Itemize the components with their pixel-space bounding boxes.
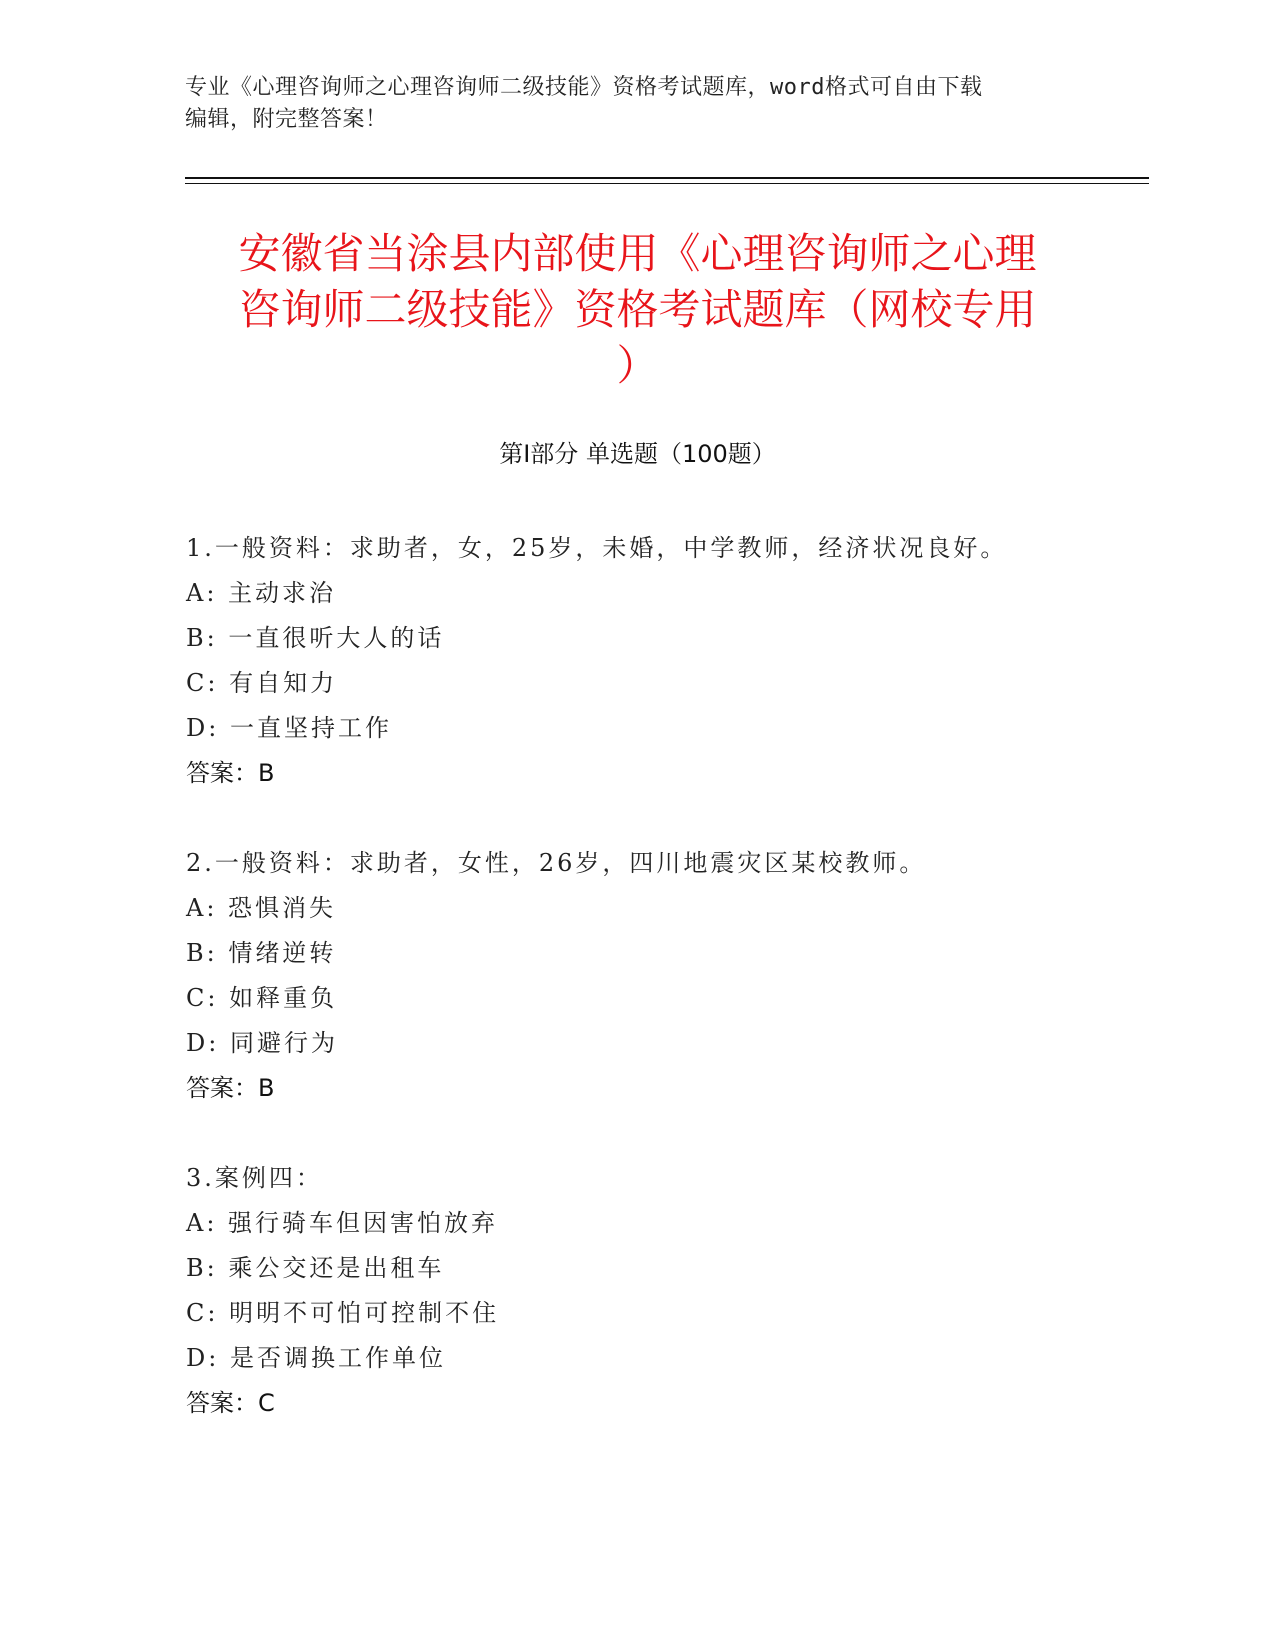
option-a: A: 恐惧消失 xyxy=(186,894,337,922)
question-stem: 3.案例四： xyxy=(186,1164,323,1192)
document-title-line-2: 咨询师二级技能》资格考试题库（网校专用 xyxy=(238,285,1037,334)
option-b: B: 一直很听大人的话 xyxy=(186,624,445,652)
question-3 xyxy=(186,1156,1086,1426)
document-title-line-3: ） xyxy=(616,341,659,390)
option-b: B: 情绪逆转 xyxy=(186,939,337,967)
answer: 答案：C xyxy=(186,1389,275,1417)
header-divider-thin xyxy=(185,183,1149,184)
document-title xyxy=(160,226,1115,394)
header-divider-thick xyxy=(185,177,1149,179)
answer: 答案：B xyxy=(186,759,275,787)
option-d: D: 一直坚持工作 xyxy=(186,714,392,742)
option-a: A: 主动求治 xyxy=(186,579,337,607)
option-a: A: 强行骑车但因害怕放弃 xyxy=(186,1209,499,1237)
option-d: D: 是否调换工作单位 xyxy=(186,1344,446,1372)
header-note-line-2: 编辑，附完整答案！ xyxy=(185,107,388,132)
question-1 xyxy=(186,526,1086,796)
question-2 xyxy=(186,841,1086,1111)
section-heading: 第Ⅰ部分 单选题（100题） xyxy=(499,440,776,468)
option-c: C: 明明不可怕可控制不住 xyxy=(186,1299,500,1327)
option-c: C: 有自知力 xyxy=(186,669,338,697)
question-list xyxy=(186,526,1086,1471)
option-d: D: 同避行为 xyxy=(186,1029,338,1057)
header-note xyxy=(185,72,1065,136)
answer: 答案：B xyxy=(186,1074,275,1102)
option-c: C: 如释重负 xyxy=(186,984,338,1012)
question-stem: 1.一般资料：求助者，女，25岁，未婚，中学教师，经济状况良好。 xyxy=(186,534,1008,562)
header-note-line-1: 专业《心理咨询师之心理咨询师二级技能》资格考试题库，word格式可自由下载 xyxy=(185,75,983,100)
option-b: B: 乘公交还是出租车 xyxy=(186,1254,445,1282)
question-stem: 2.一般资料：求助者，女性，26岁，四川地震灾区某校教师。 xyxy=(186,849,927,877)
document-title-line-1: 安徽省当涂县内部使用《心理咨询师之心理 xyxy=(238,229,1037,278)
